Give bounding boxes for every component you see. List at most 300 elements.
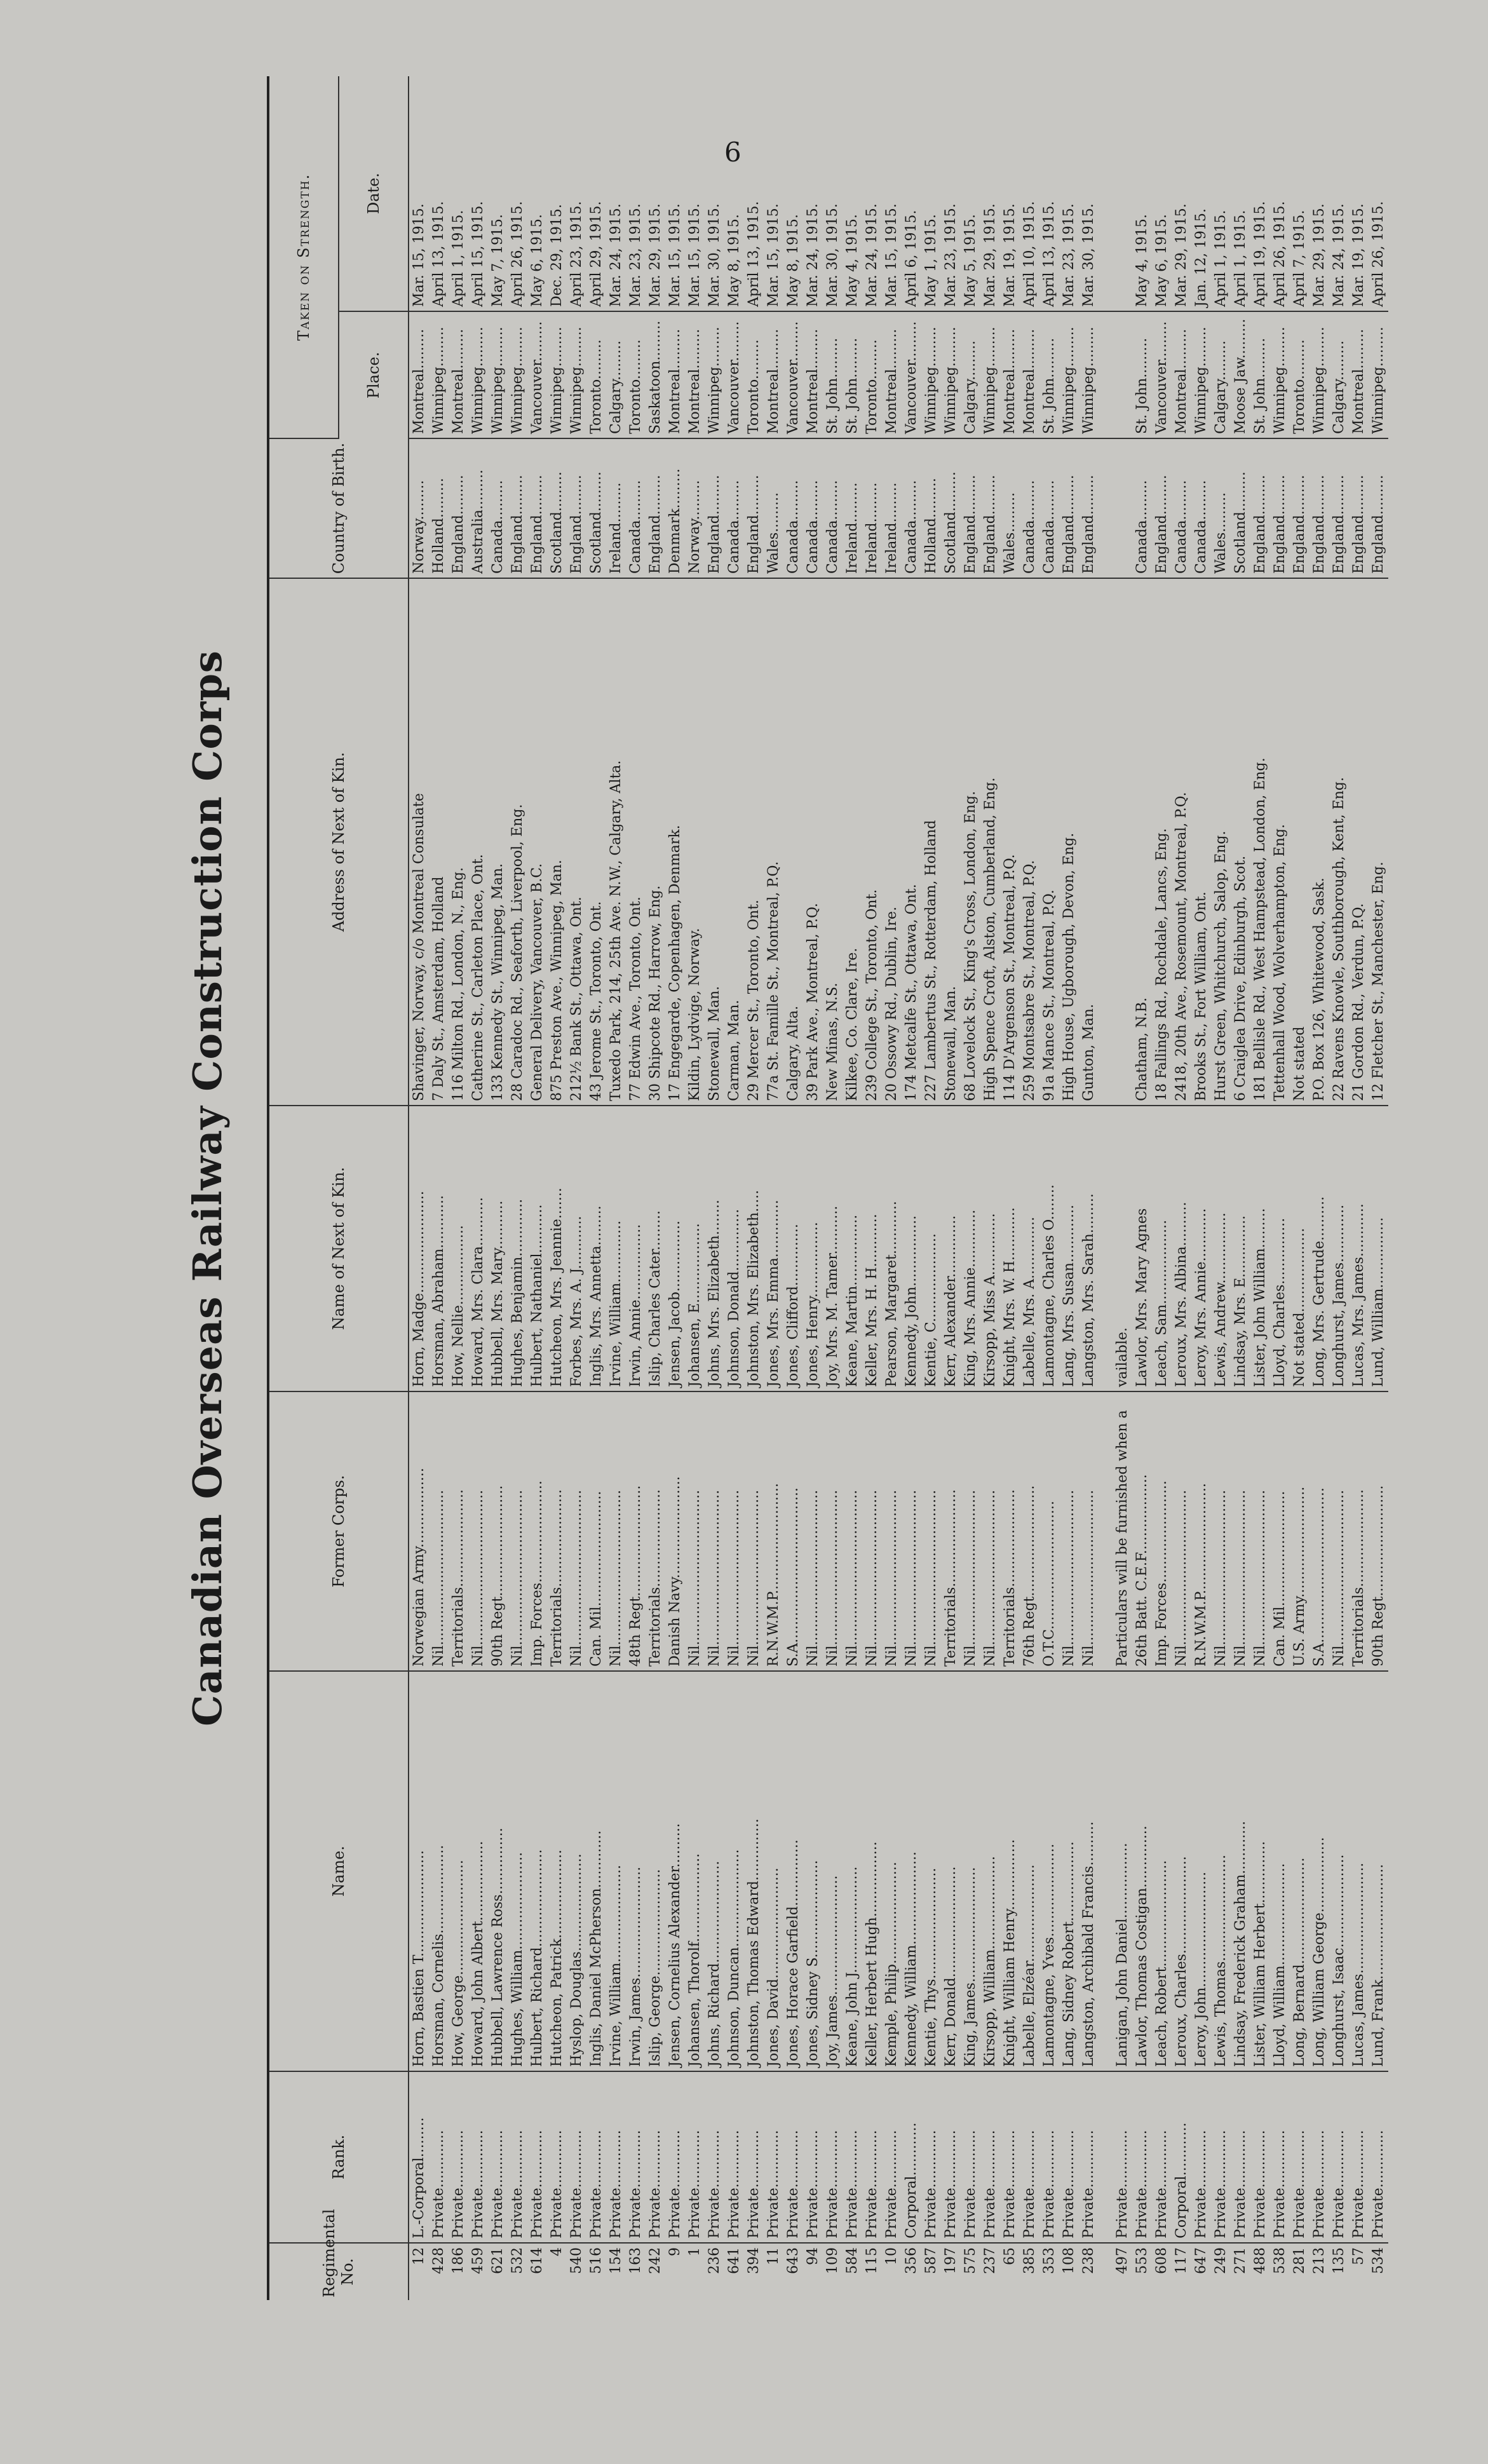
- country-cell: England.........: [980, 438, 1000, 578]
- place-cell: Vancouver.........: [902, 311, 921, 438]
- rank-cell: Private.............: [488, 2071, 508, 2243]
- former-corps-cell: Nil...................................: [803, 1391, 823, 1671]
- former-corps-cell: Nil...................................: [1231, 1391, 1250, 1671]
- address-cell: 28 Caradoc Rd., Seaforth, Liverpool, Eng.: [508, 578, 527, 1106]
- rank-cell: Corporal............: [1172, 2071, 1191, 2243]
- former-corps-cell: Nil...................................: [567, 1391, 586, 1671]
- country-cell: Canada.........: [902, 438, 921, 578]
- country-cell: Ireland.........: [842, 438, 862, 578]
- former-corps-cell: Nil...................................: [1211, 1391, 1231, 1671]
- next-of-kin-cell: Irwin, Annie.................: [626, 1106, 646, 1391]
- country-cell: England.........: [527, 438, 547, 578]
- place-cell: Winnipeg.........: [1369, 311, 1388, 438]
- rank-cell: Private.............: [665, 2071, 685, 2243]
- date-cell: Mar. 15, 1915.: [764, 76, 783, 311]
- rank-cell: Private.............: [1309, 2071, 1329, 2243]
- former-corps-cell: Nil...................................: [1172, 1391, 1191, 1671]
- former-corps-cell: Can. Mil..........................: [586, 1391, 606, 1671]
- table-row: [468, 76, 488, 2300]
- table-row: [1309, 76, 1329, 2300]
- rank-cell: Private.............: [1270, 2071, 1290, 2243]
- place-cell: Vancouver.........: [724, 311, 744, 438]
- country-cell: Wales.........: [1211, 438, 1231, 578]
- name-cell: Johansen, Thorolf....................: [685, 1671, 705, 2071]
- address-cell: 133 Kennedy St., Winnipeg, Man.: [488, 578, 508, 1106]
- address-cell: Stonewall, Man.: [705, 578, 724, 1106]
- rank-cell: Private.............: [1132, 2071, 1152, 2243]
- regimental-no-cell: 643: [785, 2247, 801, 2274]
- place-cell: Moose Jaw.........: [1231, 311, 1250, 438]
- regimental-no-cell: 614: [529, 2247, 545, 2274]
- date-cell: Mar. 19, 1915.: [1000, 76, 1020, 311]
- address-cell: 77a St. Famille St., Montreal, P.Q.: [764, 578, 783, 1106]
- country-cell: England.........: [1152, 438, 1172, 578]
- address-cell: Chatham, N.B.: [1132, 578, 1152, 1106]
- regimental-no-cell: 65: [1002, 2247, 1018, 2265]
- country-cell: England.........: [646, 438, 665, 578]
- name-cell: Jones, Horace Garfield...............: [783, 1671, 803, 2071]
- address-cell: 174 Metcalfe St., Ottawa, Ont.: [902, 578, 921, 1106]
- former-corps-cell: Nil...................................: [842, 1391, 862, 1671]
- regimental-no-cell: 94: [805, 2247, 821, 2265]
- regimental-no-cell: 163: [628, 2247, 644, 2274]
- place-cell: Montreal.........: [882, 311, 902, 438]
- name-cell: Inglis, Daniel McPherson.............: [586, 1671, 606, 2071]
- regimental-no-cell: 109: [825, 2247, 841, 2274]
- next-of-kin-cell: Lawlor, Mrs. Mary Agnes: [1132, 1106, 1152, 1391]
- header-former-corps: Former Corps.: [268, 1391, 409, 1671]
- rank-cell: Private.............: [1113, 2071, 1132, 2243]
- former-corps-cell: Can. Mil..........................: [1270, 1391, 1290, 1671]
- former-corps-cell: Territorials......................: [1000, 1391, 1020, 1671]
- rank-cell: Private.............: [862, 2071, 882, 2243]
- former-corps-cell: Nil...................................: [1079, 1391, 1099, 1671]
- regimental-no-cell: 553: [1134, 2247, 1150, 2274]
- place-cell: Winnipeg.........: [921, 311, 941, 438]
- rank-cell: Private.............: [547, 2071, 567, 2243]
- place-cell: Montreal.........: [1349, 311, 1369, 438]
- rank-cell: Private.............: [764, 2071, 783, 2243]
- date-cell: April 13, 1915.: [744, 76, 764, 311]
- rank-cell: Private.............: [626, 2071, 646, 2243]
- former-corps-cell: R.N.W.M.P.........................: [1191, 1391, 1211, 1671]
- address-cell: 20 Ossowy Rd., Dublin, Ire.: [882, 578, 902, 1106]
- place-cell: Toronto.........: [1290, 311, 1309, 438]
- regimental-no-cell: 497: [1114, 2247, 1130, 2274]
- former-corps-cell: 90th Regt.........................: [1369, 1391, 1388, 1671]
- table-row: [567, 76, 586, 2300]
- table-row: [803, 76, 823, 2300]
- address-cell: Brooks St., Fort William, Ont.: [1191, 578, 1211, 1106]
- table-row: [1250, 76, 1270, 2300]
- address-cell: 181 Bellisle Rd., West Hampstead, London, Eng.: [1250, 578, 1270, 1106]
- regimental-no-cell: 575: [963, 2247, 978, 2274]
- table-row: [980, 76, 1000, 2300]
- country-cell: England.........: [1250, 438, 1270, 578]
- name-cell: Longhurst, Isaac.....................: [1329, 1671, 1349, 2071]
- date-cell: Mar. 23, 1915.: [1059, 76, 1079, 311]
- table-row: [1079, 76, 1099, 2300]
- next-of-kin-cell: Lamontagne, Charles O........: [1039, 1106, 1059, 1391]
- regimental-no-cell: 516: [588, 2247, 604, 2274]
- former-corps-cell: 26th Batt. C.E.F..................: [1132, 1391, 1152, 1671]
- country-cell: England.........: [744, 438, 764, 578]
- next-of-kin-cell: Joy, Mrs. M. Tamer...........: [823, 1106, 842, 1391]
- spacer-cell: [1099, 76, 1113, 311]
- header-regimental-no: Regimental No.: [268, 2243, 409, 2300]
- table-row: [1152, 76, 1172, 2300]
- country-cell: Wales.........: [1000, 438, 1020, 578]
- name-cell: Johns, Richard.......................: [705, 1671, 724, 2071]
- rank-cell: Private.............: [1152, 2071, 1172, 2243]
- next-of-kin-cell: Johansen, E..................: [685, 1106, 705, 1391]
- rank-cell: Private.............: [685, 2071, 705, 2243]
- address-cell: P.O. Box 126, Whitewood, Sask.: [1309, 578, 1329, 1106]
- name-cell: Johnson, Duncan......................: [724, 1671, 744, 2071]
- table-row: [705, 76, 724, 2300]
- country-cell: Norway.........: [409, 438, 429, 578]
- address-cell: 7 Daly St., Amsterdam, Holland: [429, 578, 449, 1106]
- next-of-kin-cell: Not stated...................: [1290, 1106, 1309, 1391]
- name-cell: Langston, Archibald Francis..........: [1079, 1671, 1099, 2071]
- rank-cell: Private.............: [567, 2071, 586, 2243]
- table-row: [1039, 76, 1059, 2300]
- date-cell: Mar. 19, 1915.: [1349, 76, 1369, 311]
- table-row: [1369, 76, 1388, 2300]
- former-corps-cell: Nil...................................: [921, 1391, 941, 1671]
- table-row: [547, 76, 567, 2300]
- country-cell: Canada.........: [803, 438, 823, 578]
- former-corps-cell: Nil...................................: [1250, 1391, 1270, 1671]
- former-corps-cell: Nil...................................: [1329, 1391, 1349, 1671]
- former-corps-cell: Nil...................................: [902, 1391, 921, 1671]
- rank-cell: Private.............: [705, 2071, 724, 2243]
- country-cell: Ireland.........: [882, 438, 902, 578]
- place-cell: Montreal.........: [409, 311, 429, 438]
- place-cell: Winnipeg.........: [1059, 311, 1079, 438]
- regimental-no-cell: 117: [1173, 2247, 1189, 2274]
- country-cell: England.........: [1309, 438, 1329, 578]
- table-row: [1231, 76, 1250, 2300]
- regimental-no-cell: 488: [1252, 2247, 1268, 2274]
- country-cell: Ireland.........: [606, 438, 626, 578]
- table-row: [606, 76, 626, 2300]
- next-of-kin-cell: Jones, Clifford..............: [783, 1106, 803, 1391]
- rank-cell: Private.............: [468, 2071, 488, 2243]
- regimental-no-cell: 647: [1193, 2247, 1209, 2274]
- table-row: [1290, 76, 1309, 2300]
- country-cell: England.........: [1059, 438, 1079, 578]
- date-cell: Mar. 30, 1915.: [705, 76, 724, 311]
- date-cell: May 6, 1915.: [1152, 76, 1172, 311]
- country-cell: Denmark.........: [665, 438, 685, 578]
- regimental-no-cell: 538: [1272, 2247, 1288, 2274]
- date-cell: April 23, 1915.: [567, 76, 586, 311]
- place-cell: Winnipeg.........: [547, 311, 567, 438]
- table-row: [429, 76, 449, 2300]
- country-cell: Canada.........: [724, 438, 744, 578]
- place-cell: Toronto.........: [744, 311, 764, 438]
- table-row: [961, 76, 980, 2300]
- name-cell: Kentie, Thys.........................: [921, 1671, 941, 2071]
- place-cell: Winnipeg.........: [1191, 311, 1211, 438]
- date-cell: April 1, 1915.: [1231, 76, 1250, 311]
- country-cell: Scotland.........: [1231, 438, 1250, 578]
- rank-cell: Private.............: [1231, 2071, 1250, 2243]
- country-cell: Canada.........: [1191, 438, 1211, 578]
- regimental-no-cell: 9: [667, 2247, 683, 2256]
- table-row: [488, 76, 508, 2300]
- header-row: [268, 76, 339, 2300]
- address-cell: 17 Engegarde, Copenhagen, Denmark.: [665, 578, 685, 1106]
- name-cell: Labelle, Elzéar......................: [1020, 1671, 1039, 2071]
- header-address: Address of Next of Kin.: [268, 578, 409, 1106]
- place-cell: Montreal.........: [1172, 311, 1191, 438]
- table-row: [449, 76, 468, 2300]
- place-cell: Montreal.........: [665, 311, 685, 438]
- country-cell: England.........: [567, 438, 586, 578]
- regimental-no-cell: 213: [1311, 2247, 1327, 2274]
- rank-cell: Private.............: [1211, 2071, 1231, 2243]
- country-cell: England.........: [705, 438, 724, 578]
- date-cell: April 26, 1915.: [508, 76, 527, 311]
- country-cell: England.........: [1079, 438, 1099, 578]
- address-cell: 68 Lovelock St., King's Cross, London, Eng.: [961, 578, 980, 1106]
- place-cell: Calgary.........: [1329, 311, 1349, 438]
- name-cell: Jones, David.........................: [764, 1671, 783, 2071]
- date-cell: May 8, 1915.: [783, 76, 803, 311]
- table-row: [882, 76, 902, 2300]
- address-cell: High House, Ugborough, Devon, Eng.: [1059, 578, 1079, 1106]
- next-of-kin-cell: Horsman, Abraham............: [429, 1106, 449, 1391]
- regimental-no-cell: 641: [726, 2247, 742, 2274]
- rank-cell: Private.............: [941, 2071, 961, 2243]
- table-row: [1020, 76, 1039, 2300]
- rank-cell: Private.............: [1000, 2071, 1020, 2243]
- date-cell: April 1, 1915.: [449, 76, 468, 311]
- country-cell: Australia.........: [468, 438, 488, 578]
- regimental-no-cell: 115: [864, 2247, 880, 2274]
- next-of-kin-cell: Lloyd, Charles...............: [1270, 1106, 1290, 1391]
- address-cell: 2418, 20th Ave., Rosemount, Montreal, P.Q.: [1172, 578, 1191, 1106]
- place-cell: Winnipeg.........: [980, 311, 1000, 438]
- date-cell: April 7, 1915.: [1290, 76, 1309, 311]
- rank-cell: Private.............: [1020, 2071, 1039, 2243]
- date-cell: Mar. 15, 1915.: [882, 76, 902, 311]
- table-row: [626, 76, 646, 2300]
- place-cell: Montreal.........: [1000, 311, 1020, 438]
- table-row: [665, 76, 685, 2300]
- table-row: [1172, 76, 1191, 2300]
- former-corps-cell: Nil...................................: [685, 1391, 705, 1671]
- place-cell: Winnipeg.........: [1079, 311, 1099, 438]
- former-corps-cell: Imp. Forces.......................: [527, 1391, 547, 1671]
- address-cell: 39 Park Ave., Montreal, P.Q.: [803, 578, 823, 1106]
- regimental-no-cell: 532: [510, 2247, 525, 2274]
- place-cell: Calgary.........: [961, 311, 980, 438]
- place-cell: Winnipeg.........: [1270, 311, 1290, 438]
- name-cell: Lang, Sidney Robert..................: [1059, 1671, 1079, 2071]
- date-cell: April 26, 1915.: [1369, 76, 1388, 311]
- table-row: [508, 76, 527, 2300]
- former-corps-cell: S.A...................................: [1309, 1391, 1329, 1671]
- date-cell: May 7, 1915.: [488, 76, 508, 311]
- place-cell: Montreal.........: [449, 311, 468, 438]
- place-cell: Toronto.........: [626, 311, 646, 438]
- country-cell: Holland.........: [429, 438, 449, 578]
- former-corps-cell: Nil...................................: [862, 1391, 882, 1671]
- name-cell: Jones, Sidney S......................: [803, 1671, 823, 2071]
- regimental-no-cell: 242: [647, 2247, 663, 2274]
- country-cell: Canada.........: [823, 438, 842, 578]
- place-cell: Winnipeg.........: [488, 311, 508, 438]
- country-cell: England.........: [961, 438, 980, 578]
- date-cell: May 4, 1915.: [842, 76, 862, 311]
- table-row: [1349, 76, 1369, 2300]
- country-cell: Wales.........: [764, 438, 783, 578]
- table-row: [646, 76, 665, 2300]
- next-of-kin-cell: Pearson, Margaret............: [882, 1106, 902, 1391]
- rank-cell: Private.............: [1059, 2071, 1079, 2243]
- spacer-cell: [1099, 1106, 1113, 1391]
- former-corps-cell: Nil...................................: [1059, 1391, 1079, 1671]
- place-cell: Winnipeg.........: [508, 311, 527, 438]
- former-corps-cell: 76th Regt.........................: [1020, 1391, 1039, 1671]
- rotated-page-content: [165, 76, 1488, 2300]
- address-cell: Shavinger, Norway, c/o Montreal Consulate: [409, 578, 429, 1106]
- name-cell: Hughes, William......................: [508, 1671, 527, 2071]
- regimental-no-cell: 608: [1154, 2247, 1170, 2274]
- date-cell: Mar. 15, 1915.: [409, 76, 429, 311]
- table-row: [724, 76, 744, 2300]
- next-of-kin-cell: Long, Mrs. Gertrude..........: [1309, 1106, 1329, 1391]
- date-cell: May 5, 1915.: [961, 76, 980, 311]
- name-cell: Long, William George.................: [1309, 1671, 1329, 2071]
- rank-cell: Private.............: [1349, 2071, 1369, 2243]
- name-cell: Lawlor, Thomas Costigan..............: [1132, 1671, 1152, 2071]
- address-cell: 259 Montsabre St., Montreal, P.Q.: [1020, 578, 1039, 1106]
- regimental-no-cell: 540: [569, 2247, 585, 2274]
- place-cell: Calgary.........: [1211, 311, 1231, 438]
- name-cell: Kennedy, William.....................: [902, 1671, 921, 2071]
- header-country: Country of Birth.: [268, 438, 409, 578]
- next-of-kin-cell: Johnston, Mrs. Elizabeth.....: [744, 1106, 764, 1391]
- table-row: [1113, 76, 1132, 2300]
- next-of-kin-cell: Howard, Mrs. Clara...........: [468, 1106, 488, 1391]
- place-cell: St. John.........: [1132, 311, 1152, 438]
- rank-cell: Private.............: [724, 2071, 744, 2243]
- place-cell: Calgary.........: [606, 311, 626, 438]
- former-corps-cell: Norwegian Army..................: [409, 1391, 429, 1671]
- next-of-kin-cell: Jones, Mrs. Emma.............: [764, 1106, 783, 1391]
- next-of-kin-cell: Johnson, Donald..............: [724, 1106, 744, 1391]
- former-corps-cell: Nil...................................: [705, 1391, 724, 1671]
- address-cell: 875 Preston Ave., Winnipeg, Man.: [547, 578, 567, 1106]
- date-cell: April 6, 1915.: [902, 76, 921, 311]
- former-corps-cell: U.S. Army.........................: [1290, 1391, 1309, 1671]
- date-cell: April 15, 1915.: [468, 76, 488, 311]
- table-row: [941, 76, 961, 2300]
- date-cell: Mar. 15, 1915.: [665, 76, 685, 311]
- address-cell: 6 Craiglea Drive, Edinburgh, Scot.: [1231, 578, 1250, 1106]
- rank-cell: Private.............: [1290, 2071, 1309, 2243]
- date-cell: May 1, 1915.: [921, 76, 941, 311]
- rank-cell: Corporal............: [902, 2071, 921, 2243]
- page-number: 6: [724, 137, 741, 168]
- name-cell: Johnston, Thomas Edward..............: [744, 1671, 764, 2071]
- address-cell: Stonewall, Man.: [941, 578, 961, 1106]
- table-row: [1132, 76, 1152, 2300]
- name-cell: Lloyd, William.......................: [1270, 1671, 1290, 2071]
- date-cell: Mar. 29, 1915.: [980, 76, 1000, 311]
- place-cell: St. John.........: [842, 311, 862, 438]
- spacer-cell: [1099, 1391, 1113, 1671]
- date-cell: May 6, 1915.: [527, 76, 547, 311]
- regimental-no-cell: 237: [982, 2247, 998, 2274]
- roster-body: [409, 76, 1388, 2300]
- table-row: [783, 76, 803, 2300]
- former-corps-cell: R.N.W.M.P.........................: [764, 1391, 783, 1671]
- next-of-kin-cell: Hulbert, Nathaniel...........: [527, 1106, 547, 1391]
- name-cell: Kirsopp, William.....................: [980, 1671, 1000, 2071]
- rank-cell: Private.............: [1079, 2071, 1099, 2243]
- name-cell: Lister, William Herbert..............: [1250, 1671, 1270, 2071]
- name-cell: Irvine, William......................: [606, 1671, 626, 2071]
- former-corps-cell: Imp. Forces.......................: [1152, 1391, 1172, 1671]
- date-cell: April 29, 1915.: [586, 76, 606, 311]
- date-cell: May 8, 1915.: [724, 76, 744, 311]
- regimental-no-cell: 428: [431, 2247, 447, 2274]
- address-cell: 12 Fletcher St., Manchester, Eng.: [1369, 578, 1388, 1106]
- name-cell: Lanigan, John Daniel.................: [1113, 1671, 1132, 2071]
- place-cell: Toronto.........: [586, 311, 606, 438]
- table-row: [1211, 76, 1231, 2300]
- table-row: [586, 76, 606, 2300]
- former-corps-cell: O.T.C.............................: [1039, 1391, 1059, 1671]
- table-row: [1329, 76, 1349, 2300]
- place-cell: Montreal.........: [803, 311, 823, 438]
- row-spacer: [1099, 76, 1113, 2300]
- date-cell: Mar. 15, 1915.: [685, 76, 705, 311]
- date-cell: Mar. 29, 1915.: [1172, 76, 1191, 311]
- name-cell: Kerr, Donald.........................: [941, 1671, 961, 2071]
- date-cell: April 19, 1915.: [1250, 76, 1270, 311]
- name-cell: Lewis, Thomas........................: [1211, 1671, 1231, 2071]
- address-cell: 116 Milton Rd., London, N., Eng.: [449, 578, 468, 1106]
- former-corps-cell: Nil...................................: [823, 1391, 842, 1671]
- rank-cell: Private.............: [1191, 2071, 1211, 2243]
- spacer-cell: [1099, 311, 1113, 438]
- table-row: [685, 76, 705, 2300]
- date-cell: Jan. 12, 1915.: [1191, 76, 1211, 311]
- former-corps-cell: Particulars will be furnished when a: [1113, 1391, 1132, 1671]
- country-cell: Canada.........: [1132, 438, 1152, 578]
- address-cell: 91a Mance St., Montreal, P.Q.: [1039, 578, 1059, 1106]
- address-cell: 227 Lambertus St., Rotterdam, Holland: [921, 578, 941, 1106]
- spacer-cell: [1099, 578, 1113, 1106]
- former-corps-cell: Nil...................................: [429, 1391, 449, 1671]
- regimental-no-cell: 57: [1351, 2247, 1367, 2265]
- name-cell: How, George..........................: [449, 1671, 468, 2071]
- country-cell: England.........: [449, 438, 468, 578]
- name-cell: Hulbert, Richard......................: [527, 1671, 547, 2071]
- date-cell: April 13, 1915.: [1039, 76, 1059, 311]
- rank-cell: Private.............: [527, 2071, 547, 2243]
- country-cell: Scotland.........: [547, 438, 567, 578]
- former-corps-cell: Danish Navy.......................: [665, 1391, 685, 1671]
- address-cell: High Spence Croft, Alston, Cumberland, Eng.: [980, 578, 1000, 1106]
- country-cell: Holland.........: [921, 438, 941, 578]
